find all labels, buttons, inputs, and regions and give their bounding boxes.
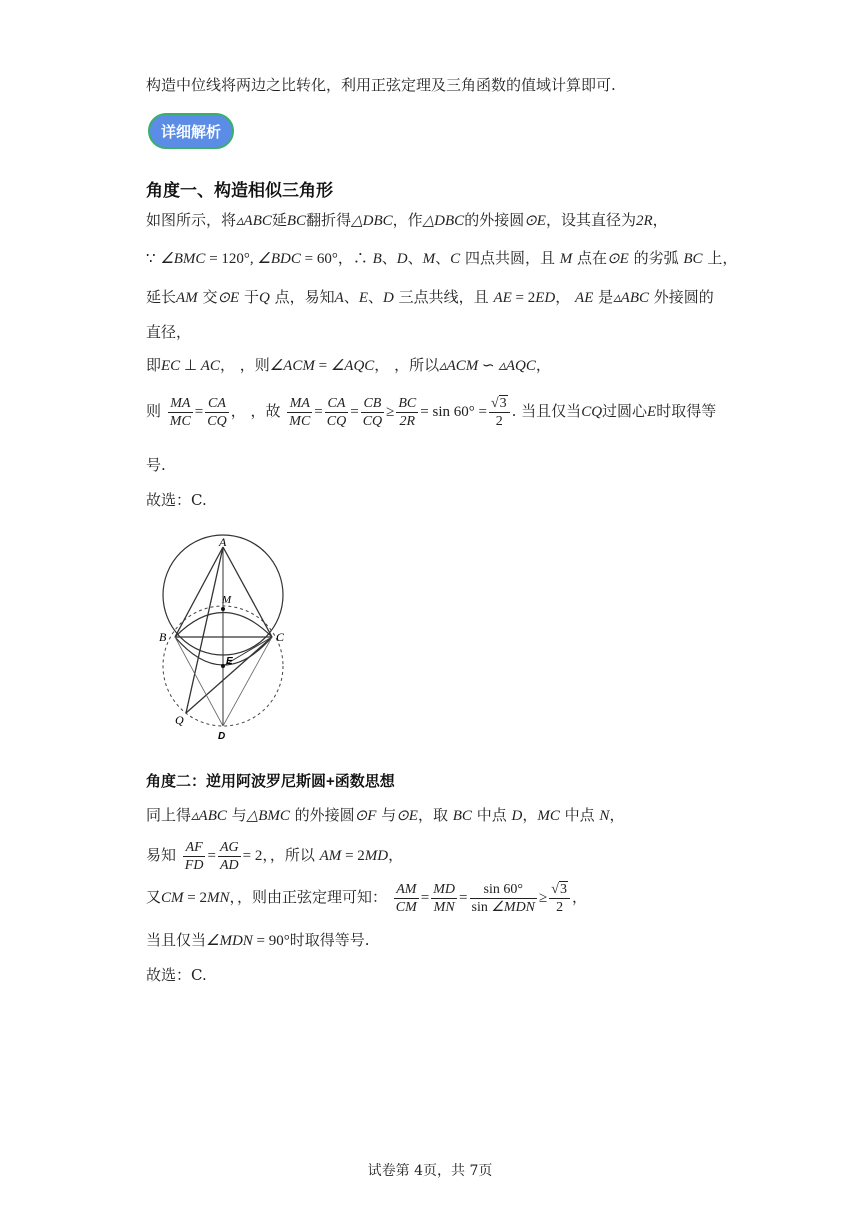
label-e: E xyxy=(226,656,233,667)
angle1-line-5: 即EC ⊥ AC， ，则∠ACM = ∠AQC， ，所以▵ACM ∽ ▵AQC， xyxy=(146,356,551,374)
angle1-line-1: 如图所示，将▵ABC延BC翻折得△DBC，作△DBC的外接圆⊙E，设其直径为2R， xyxy=(146,211,668,229)
angle2-line-2: 易知 $\frac{AF}{FD}$ = $\frac{AG}{AD}$ = 2，，所以 AM = 2MD， xyxy=(146,839,404,873)
angle1-line-3: 延长AM 交⊙E 于Q 点，易知A、E、D 三点共线，且 AE = 2ED， AE 是▵ABC 外接圆的 xyxy=(146,288,714,306)
angle2-heading: 角度二：逆用阿波罗尼斯圆+函数思想 xyxy=(146,773,395,790)
angle1-line-2: ∵ ∠BMC = 120°, ∠BDC = 60°，∴ B、D、M、C 四点共圆，且 M 点在⊙E 的劣弧 BC 上， xyxy=(146,249,738,267)
label-m: M xyxy=(222,594,232,606)
label-a: A xyxy=(219,535,227,549)
angle1-line-6: 则 $\frac{MA}{MC}$ = $\frac{CA}{CQ}$ ， ，故 $\frac{MA}{MC}$ = $\frac{CA}{CQ}$ = $\frac{CB}{CQ}$ ≥ $\frac{BC}{2R}$ = sin 60° = $\frac{√3}{2}$ . 当且仅当CQ过圆心E时取得等 xyxy=(146,395,717,429)
label-c: C xyxy=(276,630,285,644)
angle2-line-3: 又CM = 2MN，，则由正弦定理可知： $\frac{AM}{CM}$ = $\frac{MD}{MN}$ = $\frac{\sin 60^\circ}{\text{sin ∠MDN}}$ ≥ $\frac{√3}{2}$ ， xyxy=(146,881,587,915)
angle1-line-4: 直径， xyxy=(146,323,192,341)
angle2-line-4: 当且仅当∠MDN = 90°时取得等号. xyxy=(146,931,370,949)
page-footer: 试卷第 4页，共 7页 xyxy=(367,1163,493,1179)
label-b: B xyxy=(159,630,167,644)
detailed-analysis-badge[interactable]: 详细解析 xyxy=(148,113,234,149)
label-d: D xyxy=(218,731,226,742)
angle1-answer: 故选：C. xyxy=(146,491,207,509)
label-q: Q xyxy=(175,713,184,727)
intro-text: 构造中位线将两边之比转化，利用正弦定理及三角函数的值域计算即可. xyxy=(146,76,616,94)
geometry-figure xyxy=(150,533,300,743)
angle2-answer: 故选：C. xyxy=(146,966,207,984)
angle2-line-1: 同上得▵ABC 与△BMC 的外接圆⊙F 与⊙E，取 BC 中点 D，MC 中点 N， xyxy=(146,806,625,824)
angle1-line-7: 号. xyxy=(146,456,166,474)
angle1-heading: 角度一、构造相似三角形 xyxy=(146,181,333,200)
